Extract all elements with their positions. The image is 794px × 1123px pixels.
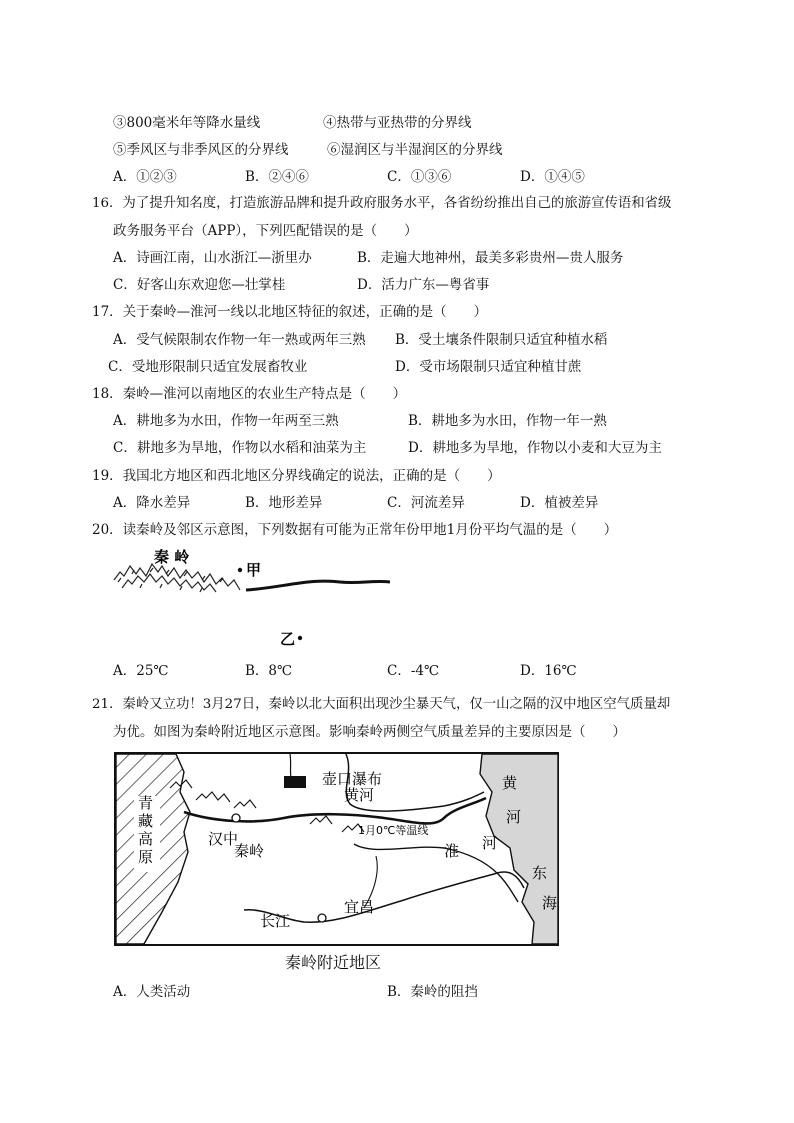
q15-option-d[interactable]: D．①④⑤ [520, 169, 585, 185]
q21-option-a[interactable]: A．人类活动 [113, 984, 191, 1000]
q18-stem: 18．秦岭—淮河以南地区的农业生产特点是（ ） [92, 386, 407, 402]
q15-item-4: ④热带与亚热带的分界线 [323, 115, 472, 131]
q18-option-d[interactable]: D．耕地多为旱地，作物以小麦和大豆为主 [408, 440, 662, 456]
hanzhong-label: 汉中 [208, 830, 239, 848]
q15-item-6: ⑥湿润区与半湿润区的分界线 [327, 142, 503, 158]
q15-option-a[interactable]: A．①②③ [113, 169, 177, 185]
q17-stem: 17．关于秦岭—淮河一线以北地区特征的叙述，正确的是（ ） [92, 304, 488, 320]
hanzhong-city [232, 814, 240, 822]
east-sea-label-1: 东 [532, 864, 548, 882]
q21-stem-line2: 为优。如图为秦岭附近地区示意图。影响秦岭两侧空气质量差异的主要原因是（ ） [113, 724, 626, 740]
qinling-label: 秦 岭 [154, 548, 190, 566]
q18-option-c[interactable]: C．耕地多为旱地，作物以水稻和油菜为主 [113, 440, 367, 456]
q19-option-b[interactable]: B．地形差异 [245, 495, 323, 511]
changjiang-label: 长江 [260, 912, 291, 930]
q20-option-a[interactable]: A．25℃ [113, 663, 169, 679]
q15-option-c[interactable]: C．①③⑥ [387, 169, 452, 185]
huaihe-line [246, 581, 390, 590]
q15-item-3: ③800毫米年等降水量线 [113, 115, 261, 131]
q18-option-b[interactable]: B．耕地多为水田，作物一年一熟 [408, 413, 607, 429]
plateau-label-1: 青 [138, 794, 154, 812]
q20-option-c[interactable]: C．-4℃ [387, 663, 440, 679]
hukou-label: 壶口瀑布 [322, 770, 383, 788]
q17-option-a[interactable]: A．受气候限制农作物一年一熟或两年三熟 [113, 332, 366, 348]
q16-stem-line1: 16．为了提升知名度，打造旅游品牌和提升政府服务水平，各省纷纷推出自己的旅游宣传语和省级 [92, 196, 672, 211]
q20-stem: 20．读秦岭及邻区示意图，下列数据有可能为正常年份甲地1月份平均气温的是（ ） [92, 522, 618, 538]
q19-stem: 19．我国北方地区和西北地区分界线确定的说法，正确的是（ ） [92, 468, 501, 484]
qinling-map-label: 秦岭 [234, 842, 265, 860]
q17-option-c[interactable]: C．受地形限制只适宜发展畜牧业 [108, 359, 308, 375]
huai-label: 淮 [444, 842, 460, 860]
q15-option-b[interactable]: B．②④⑥ [245, 169, 309, 185]
q18-option-a[interactable]: A．耕地多为水田，作物一年两至三熟 [113, 413, 339, 429]
isotherm-label: 1月0℃等温线 [358, 824, 429, 837]
jia-point [238, 568, 242, 572]
q20-option-b[interactable]: B．8℃ [245, 663, 293, 679]
q16-option-b[interactable]: B．走遍大地神州，最美多彩贵州—贵人服务 [357, 250, 624, 266]
yi-label: 乙 [280, 630, 296, 648]
yi-point [298, 636, 302, 640]
q16-stem-line2: 政务服务平台（APP），下列匹配错误的是（ ） [113, 223, 418, 239]
q21-region-map [114, 752, 560, 948]
q19-option-c[interactable]: C．河流差异 [387, 495, 465, 511]
he-label: 河 [482, 834, 498, 852]
q16-option-c[interactable]: C．好客山东欢迎您—壮掌桂 [113, 277, 286, 293]
q17-option-d[interactable]: D．受市场限制只适宜种植甘蔗 [395, 359, 582, 375]
yichang-city [318, 914, 326, 922]
q15-item-5: ⑤季风区与非季风区的分界线 [113, 142, 289, 158]
jia-label: 甲 [246, 561, 262, 579]
yellow-sea-label-2: 河 [506, 808, 522, 826]
q20-option-d[interactable]: D．16℃ [520, 663, 577, 679]
q20-qinling-map [110, 548, 400, 658]
q21-stem-line1: 21．秦岭又立功！3月27日，秦岭以北大面积出现沙尘暴天气，仅一山之隔的汉中地区空气质量却 [92, 697, 671, 712]
q16-option-a[interactable]: A．诗画江南，山水浙江—浙里办 [113, 250, 312, 266]
yellow-sea-label-1: 黄 [502, 774, 518, 792]
hukou-marker [284, 776, 306, 788]
q21-option-b[interactable]: B．秦岭的阻挡 [387, 984, 478, 1000]
q19-option-a[interactable]: A．降水差异 [113, 495, 191, 511]
plateau-label-2: 藏 [138, 812, 154, 830]
huanghe-label: 黄河 [344, 786, 375, 804]
yichang-label: 宜昌 [344, 898, 375, 916]
q21-map-caption: 秦岭附近地区 [285, 953, 382, 972]
mountain-range-symbol [114, 564, 240, 592]
plateau-label-4: 原 [138, 848, 154, 866]
plateau-label-3: 高 [138, 830, 154, 848]
q19-option-d[interactable]: D．植被差异 [520, 495, 599, 511]
east-sea-label-2: 海 [542, 894, 558, 912]
q16-option-d[interactable]: D．活力广东—粤省事 [357, 277, 490, 293]
q17-option-b[interactable]: B．受土壤条件限制只适宜种植水稻 [395, 332, 608, 348]
